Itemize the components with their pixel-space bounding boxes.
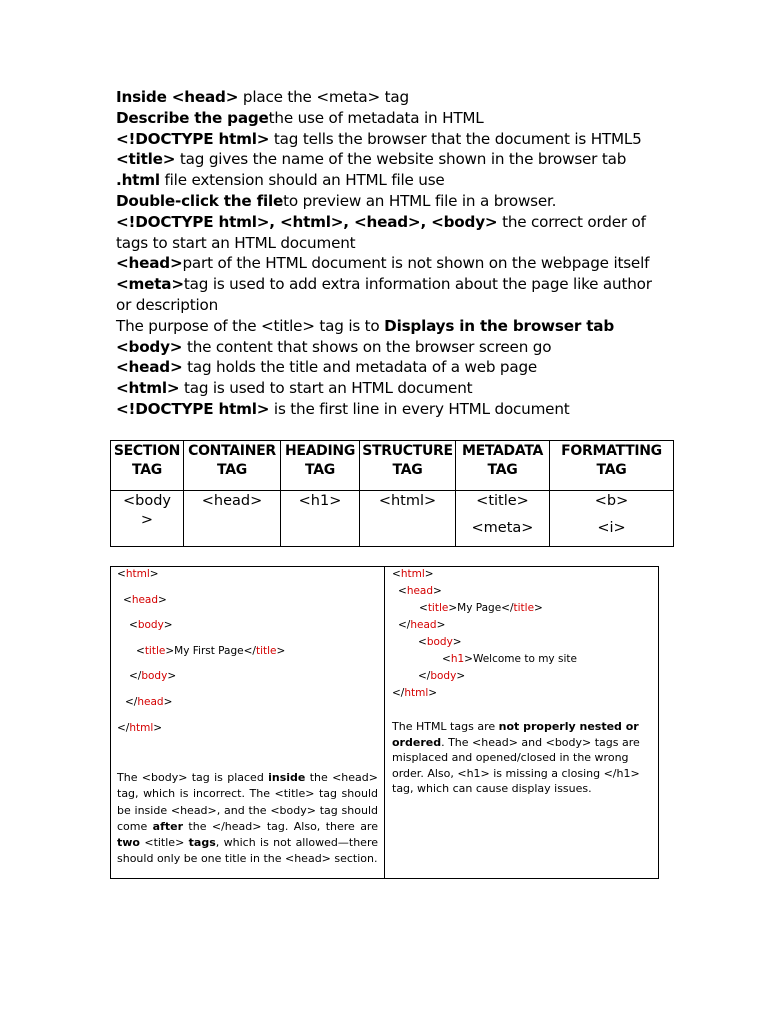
- definition-prefix: The purpose of the <title> tag is to: [116, 316, 385, 335]
- code-tag-name: h1: [450, 653, 465, 665]
- header-text: STRUCTURE: [362, 443, 453, 459]
- definition-text: the content that shows on the browser screen go: [182, 337, 552, 356]
- table-header-cell: [281, 441, 360, 491]
- table-cell: [456, 491, 550, 547]
- code-punct: <: [123, 594, 132, 606]
- code-tag-name: body: [430, 670, 457, 682]
- code-tag-name: body: [137, 619, 164, 631]
- code-tag-name: html: [125, 568, 150, 580]
- cell-value: <b>: [594, 493, 629, 509]
- code-tag-name: html: [129, 722, 154, 734]
- definition-text: tag tells the browser that the document is HTML5: [269, 129, 642, 148]
- code-punct: <: [418, 636, 427, 648]
- table-cell: [550, 491, 674, 547]
- definition-text: tag holds the title and metadata of a web page: [182, 358, 538, 377]
- definition-text: place the <meta> tag: [238, 88, 409, 106]
- explanation-text: , which is not allowed—there should only be one title in the <head> section.: [117, 836, 378, 866]
- code-line: [442, 653, 577, 666]
- cell-value: <h1>: [298, 493, 342, 509]
- definition-line: [116, 357, 656, 378]
- code-tag-name: title: [144, 645, 166, 657]
- code-tag-name: head: [406, 585, 434, 597]
- code-tag-name: body: [426, 636, 453, 648]
- cell-value: <title>: [476, 493, 529, 509]
- explanation-text: <title>: [139, 836, 189, 850]
- code-punct: >: [158, 594, 167, 606]
- header-text: TAG: [217, 462, 247, 478]
- code-punct: >: [428, 687, 438, 699]
- table-cell: [281, 491, 360, 547]
- code-punct: <: [398, 585, 407, 597]
- code-line: [398, 619, 445, 632]
- definition-line: [116, 212, 656, 254]
- code-tag-name: html: [400, 568, 425, 580]
- definition-term: <title>: [116, 150, 176, 169]
- code-punct: >Welcome to my site: [464, 653, 577, 665]
- cell-value: >: [140, 512, 154, 528]
- header-text: TAG: [132, 462, 162, 478]
- code-line: [129, 670, 176, 683]
- code-punct: >: [433, 585, 442, 597]
- table-header-cell: [184, 441, 281, 491]
- definition-term: Inside <head>: [116, 88, 239, 106]
- code-punct: >: [456, 670, 466, 682]
- code-punct: >My First Page</: [165, 645, 256, 657]
- definition-line: [116, 87, 656, 108]
- code-line: [418, 636, 462, 649]
- tag-category-table: [110, 440, 674, 547]
- code-tag-name: head: [131, 594, 159, 606]
- code-line: [392, 687, 437, 700]
- definition-line: [116, 191, 656, 212]
- code-punct: <: [117, 568, 126, 580]
- code-punct: </: [418, 670, 431, 682]
- definition-text: is the first line in every HTML document: [269, 399, 570, 418]
- code-punct: >My Page</: [448, 602, 514, 614]
- definition-text: tag is used to add extra information about the page like author or description: [116, 275, 652, 314]
- code-punct: </: [392, 687, 405, 699]
- explanation-bold: tags: [188, 836, 216, 850]
- definition-line: [116, 149, 656, 170]
- definition-term: <head>: [116, 358, 183, 377]
- header-text: TAG: [392, 462, 423, 478]
- code-comparison-box: [110, 566, 659, 879]
- code-punct: <: [442, 653, 451, 665]
- explanation-text: the <head> tag, which is incorrect. The <title> tag should be inside <head>, and the <body> tag should come: [117, 771, 378, 833]
- code-line: [125, 696, 172, 709]
- definition-text: the correct order of tags to start an HTML document: [116, 212, 646, 252]
- header-text: SECTION: [113, 443, 181, 459]
- definition-term: <!DOCTYPE html>: [116, 399, 270, 418]
- table-cell: [111, 491, 184, 547]
- definition-line: [116, 316, 656, 337]
- definition-term: <meta>: [116, 275, 184, 294]
- definition-text: part of the HTML document is not shown on the webpage itself: [182, 254, 650, 273]
- definition-term: <head>: [116, 254, 183, 273]
- definition-line: [116, 170, 656, 191]
- definition-term: Double-click the file: [116, 191, 284, 210]
- explanation-bold: after: [152, 819, 184, 833]
- definition-line: [116, 337, 656, 358]
- table-cell: [360, 491, 456, 547]
- explanation-bold: not properly nested or ordered: [392, 720, 639, 749]
- cell-value: <meta>: [471, 520, 534, 536]
- cell-value: <body: [122, 493, 171, 509]
- code-line: [419, 602, 543, 615]
- header-text: HEADING: [284, 443, 356, 459]
- definition-line: [116, 274, 656, 316]
- code-punct: >: [436, 619, 446, 631]
- header-text: CONTAINER: [188, 443, 276, 459]
- table-header-cell: [550, 441, 674, 491]
- code-line: [392, 568, 434, 581]
- header-text: TAG: [305, 462, 335, 478]
- code-punct: >: [167, 670, 177, 682]
- definition-term: <!DOCTYPE html>: [116, 129, 270, 148]
- table-cell: [184, 491, 281, 547]
- code-tag-name: head: [137, 696, 164, 708]
- code-punct: >: [153, 722, 163, 734]
- table-header-cell: [360, 441, 456, 491]
- code-punct: </: [398, 619, 411, 631]
- definition-term: Describe the page: [116, 108, 269, 127]
- cell-value: <head>: [201, 493, 263, 509]
- definition-line: [116, 399, 656, 420]
- explanation-bold: inside: [268, 771, 306, 784]
- code-tag-name: html: [404, 687, 429, 699]
- definition-text: to preview an HTML file in a browser.: [283, 191, 557, 210]
- explanation-text: . The <head> and <body> tags are misplaced and opened/closed in the wrong order. Also, <h1> is missing a closing </h1> tag, which can cause display issues.: [392, 735, 640, 796]
- code-punct: <: [419, 602, 428, 614]
- table-header-row: [111, 441, 674, 491]
- definition-text: tag gives the name of the website shown in the browser tab: [175, 150, 627, 169]
- code-tag-name: title: [255, 645, 277, 657]
- explanation-text: the </head> tag. Also, there are: [183, 819, 378, 833]
- code-punct: >: [534, 602, 543, 614]
- table-header-cell: [111, 441, 184, 491]
- code-line: [123, 594, 167, 607]
- table-row: [111, 491, 674, 547]
- definition-term: <!DOCTYPE html>, <html>, <head>, <body>: [116, 212, 498, 231]
- header-text: METADATA: [461, 443, 544, 459]
- definition-line: [116, 129, 656, 150]
- code-line: [136, 645, 285, 658]
- code-line: [129, 619, 173, 632]
- code-punct: >: [276, 645, 286, 657]
- definition-text: tag is used to start an HTML document: [179, 379, 473, 398]
- definition-text: the use of metadata in HTML: [268, 108, 484, 127]
- definition-line: [116, 108, 656, 129]
- cell-value: <i>: [597, 520, 626, 536]
- code-punct: <: [392, 568, 401, 580]
- right-explanation: [392, 719, 654, 797]
- header-text: TAG: [487, 462, 518, 478]
- code-line: [398, 585, 442, 598]
- code-punct: >: [163, 696, 173, 708]
- header-text: TAG: [596, 462, 627, 478]
- code-punct: >: [424, 568, 434, 580]
- left-explanation: [117, 770, 378, 868]
- header-text: FORMATTING: [561, 443, 662, 459]
- definition-term: Displays in the browser tab: [384, 316, 614, 335]
- explanation-text: The <body> tag is placed: [117, 771, 269, 784]
- code-line: [117, 568, 159, 581]
- definition-text: file extension should an HTML file use: [159, 171, 445, 190]
- code-punct: >: [452, 636, 462, 648]
- definition-term: .html: [116, 171, 160, 190]
- code-tag-name: head: [410, 619, 437, 631]
- column-divider: [384, 567, 385, 878]
- definitions-list: [116, 87, 656, 420]
- code-punct: </: [129, 670, 142, 682]
- definition-term: <html>: [116, 379, 180, 398]
- code-punct: </: [125, 696, 138, 708]
- code-tag-name: title: [427, 602, 449, 614]
- code-punct: <: [129, 619, 138, 631]
- code-punct: >: [163, 619, 173, 631]
- cell-value: <html>: [378, 493, 437, 509]
- code-punct: <: [136, 645, 145, 657]
- code-line: [117, 722, 162, 735]
- code-punct: >: [149, 568, 159, 580]
- table-header-cell: [456, 441, 550, 491]
- code-line: [418, 670, 465, 683]
- code-tag-name: title: [513, 602, 535, 614]
- explanation-text: The HTML tags are: [392, 720, 499, 733]
- code-punct: </: [117, 722, 130, 734]
- definition-line: [116, 378, 656, 399]
- explanation-bold: two: [117, 836, 140, 850]
- definition-line: [116, 253, 656, 274]
- definition-term: <body>: [116, 337, 183, 356]
- code-tag-name: body: [141, 670, 168, 682]
